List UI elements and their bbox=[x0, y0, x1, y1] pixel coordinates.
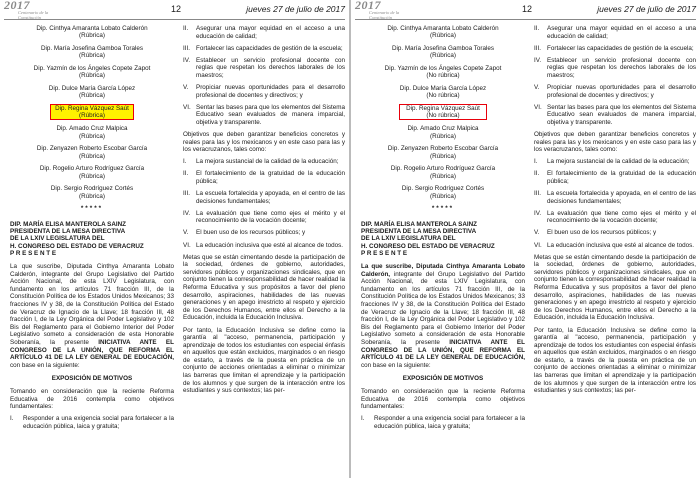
centenario-logo bbox=[355, 1, 425, 19]
logo-year: 2017 bbox=[4, 0, 30, 12]
logo-year: 2017 bbox=[355, 0, 381, 12]
signature-block: Dip. Cinthya Amaranta Lobato Calderón (Rúbrica) bbox=[387, 25, 499, 40]
signature-block: Dip. María Josefina Gamboa Torales (Rúbrica) bbox=[391, 45, 495, 60]
signature-block: Dip. Rogelio Arturo Rodríguez García (Rúbrica) bbox=[390, 165, 496, 180]
logo-text: Centenario de la Constitución bbox=[18, 10, 49, 20]
left-page bbox=[0, 0, 349, 478]
right-column bbox=[534, 25, 696, 399]
highlight-yellow: Dip. Regina Vázquez Saút (Rúbrica) bbox=[51, 105, 133, 119]
objective-item: II. Asegurar una mayor equidad en el acceso a una educación de calidad; bbox=[183, 25, 345, 40]
addressee-block: DIP. MARÍA ELISA MANTEROLA SAINZ PRESIDENTA DE LA MESA DIRECTIVA DE LA LXIV LEGISLATURA DEL H. CONGRESO DEL ESTADO DE VERACRUZ P R E S E N T E bbox=[361, 220, 495, 257]
page-header bbox=[351, 0, 700, 20]
inclusive-paragraph: Por tanto, la Educación Inclusiva se define como la garantía al "acceso, permanencia, participación y aprendizaje de todos los estudiantes con especial énfasis en aquellos que están excluidos, marginados o en riesgo de estarlo, a través de la puesta en práctica de un conjunto de acciones orientadas a eliminar o minimizar las barreras que limitan el aprendizaje y la participación de los alumnos y que surgen de la interacción entre los estudiantes y sus contextos; las per- bbox=[534, 326, 696, 395]
objective-item: VI. Sentar las bases para que los elementos del Sistema Educativo sean evaluados de manera imparcial, objetiva y transparente. bbox=[534, 103, 696, 126]
objective-item: IV. Establecer un servicio profesional docente con reglas que respetan los derechos laborales de los maestros; bbox=[183, 56, 345, 79]
signature-block: Dip. Sergio Rodríguez Cortés (Rúbrica) bbox=[50, 185, 134, 200]
objective-item: III. Fortalecer las capacidades de gestión de la escuela; bbox=[534, 44, 694, 52]
left-column bbox=[10, 25, 174, 435]
logo-text: Centenario de la Constitución bbox=[369, 10, 400, 20]
signature-block: Dip. Rogelio Arturo Rodríguez García (Rúbrica) bbox=[39, 165, 145, 180]
goal-item: II. El fortalecimiento de la gratuidad de la educación pública; bbox=[534, 170, 696, 185]
page-date: jueves 27 de julio de 2017 bbox=[597, 4, 696, 14]
expo-intro: Tomando en consideración que la reciente Reforma Educativa de 2016 contempla como objetivos fundamentales: bbox=[10, 387, 174, 411]
objective-item: VI. Sentar las bases para que los elementos del Sistema Educativo sean evaluados de manera imparcial, objetiva y transparente. bbox=[183, 103, 345, 126]
signature-block-boxed bbox=[361, 105, 525, 120]
goals-intro: Objetivos que deben garantizar beneficios concretos y reales para las y los mexicanos y en este caso para las y los veracruzanos, tales como: bbox=[183, 131, 345, 154]
goals-intro: Objetivos que deben garantizar beneficios concretos y reales para las y los mexicanos y en este caso para las y los veracruzanos, tales como: bbox=[534, 131, 696, 154]
left-column bbox=[361, 25, 525, 435]
goal-item: VI. La educación inclusiva que esté al alcance de todos. bbox=[534, 241, 695, 249]
signature-block: Dip. Cinthya Amaranta Lobato Calderón (Rúbrica) bbox=[36, 25, 148, 40]
expo-intro: Tomando en consideración que la reciente Reforma Educativa de 2016 contempla como objetivos fundamentales: bbox=[361, 387, 525, 411]
header-rule bbox=[355, 19, 696, 20]
goals-paragraph: Metas que se están cimentando desde la participación de la sociedad, órdenes de gobierno, autoridades, servidores públicos y organizaciones sindicales, que en conjunto tienen la corresponsabilidad de hacer realidad la Reforma Educativa y sus propósitos a favor del pleno desarrollo, aspiraciones, habilidades de las nuevas generaciones y en apego irrestricto al respeto y ejercicio de los Derechos Humanos, entre ellos el Derecho a la Educación, incluida la Educación Inclusiva. bbox=[534, 253, 696, 322]
signature-block: Dip. Dulce María García López (Rúbrica) bbox=[48, 85, 136, 100]
goal-item: II. El fortalecimiento de la gratuidad de la educación pública; bbox=[183, 170, 345, 185]
objective-item: IV. Establecer un servicio profesional docente con reglas que respetan los derechos laborales de los maestros; bbox=[534, 56, 696, 79]
right-column bbox=[183, 25, 345, 399]
intro-paragraph: La que suscribe, Diputada Cinthya Amaranta Lobato Calderón, integrante del Grupo Legislativo del Partido Acción Nacional, de esta LXIV Legislatura, con fundamento en los artículos 71 fracción III, de la Constitución Política de los Estados Unidos Mexicanos; 33 fracciones IV y 38, de la Constitución Política del Estado de Veracruz de Ignacio de la Llave; 18 fracción III, 48 fracción I, de la Ley Orgánica del Poder Legislativo y 102 Bis del Reglamento para el Gobierno Interior del Poder Legislativo someto a consideración de esta Honorable Soberanía, la presente INICIATIVA ANTE EL CONGRESO DE LA UNIÓN, QUE REFORMA EL ARTÍCULO 41 DE LA LEY GENERAL DE EDUCACIÓN, con base en la siguiente: bbox=[361, 263, 525, 369]
goal-item: VI. La educación inclusiva que esté al alcance de todos. bbox=[183, 241, 344, 249]
objective-item: II. Asegurar una mayor equidad en el acceso a una educación de calidad; bbox=[534, 25, 696, 40]
goal-item: I. La mejora sustancial de la calidad de la educación; bbox=[183, 158, 339, 166]
objective-item: V. Propiciar nuevas oportunidades para el desarrollo profesional de docentes y directivos; y bbox=[183, 84, 345, 99]
signature-block: Dip. Sergio Rodríguez Cortés (Rúbrica) bbox=[401, 185, 485, 200]
signature-block: Dip. María Josefina Gamboa Torales (Rúbrica) bbox=[40, 45, 144, 60]
signature-block: Dip. Amado Cruz Malpica (Rúbrica) bbox=[56, 125, 128, 140]
separator-stars: ***** bbox=[80, 205, 104, 213]
goal-item: III. La escuela fortalecida y apoyada, en el centro de las decisiones fundamentales; bbox=[534, 190, 696, 205]
intro-paragraph: La que suscribe, Diputada Cinthya Amaranta Lobato Calderón, integrante del Grupo Legislativo del Partido Acción Nacional, de esta LXIV Legislatura, con fundamento en los artículos 71 fracción III, de la Constitución Política de los Estados Unidos Mexicanos; 33 fracciones IV y 38, de la Constitución Política del Estado de Veracruz de Ignacio de la Llave; 18 fracción III, 48 fracción I, de la Ley Orgánica del Poder Legislativo y 102 Bis del Reglamento para el Gobierno Interior del Poder Legislativo someto a consideración de esta Honorable Soberanía, la presente INICIATIVA ANTE EL CONGRESO DE LA UNIÓN, QUE REFORMA EL ARTÍCULO 41 DE LA LEY GENERAL DE EDUCACIÓN, con base en la siguiente: bbox=[10, 263, 174, 369]
goal-item: III. La escuela fortalecida y apoyada, en el centro de las decisiones fundamentales; bbox=[183, 190, 345, 205]
goal-item: IV. La evaluación que tiene como ejes el mérito y el reconocimiento de la vocación docente; bbox=[183, 209, 345, 225]
page-number: 12 bbox=[171, 4, 182, 14]
section-title: EXPOSICIÓN DE MOTIVOS bbox=[402, 375, 484, 383]
page-number: 12 bbox=[522, 4, 533, 14]
signature-block-highlighted bbox=[10, 105, 174, 120]
section-title: EXPOSICIÓN DE MOTIVOS bbox=[51, 375, 133, 383]
signature-block: Dip. Yazmín de los Ángeles Copete Zapot (Rúbrica) bbox=[33, 65, 151, 80]
goal-item: V. El buen uso de los recursos públicos; y bbox=[534, 229, 657, 237]
signature-block: Dip. Yazmín de los Ángeles Copete Zapot (No rúbrica) bbox=[384, 65, 502, 80]
centenario-logo bbox=[4, 1, 74, 19]
addressee-block: DIP. MARÍA ELISA MANTEROLA SAINZ PRESIDENTA DE LA MESA DIRECTIVA DE LA LXIV LEGISLATURA DEL H. CONGRESO DEL ESTADO DE VERACRUZ P R E S E N T E bbox=[10, 220, 144, 257]
objective-item: III. Fortalecer las capacidades de gestión de la escuela; bbox=[183, 44, 343, 52]
objective-item: I. Responder a una exigencia social para fortalecer a la educación pública, laica y gratuita; bbox=[361, 415, 525, 430]
objective-item: V. Propiciar nuevas oportunidades para el desarrollo profesional de docentes y directivos; y bbox=[534, 84, 696, 99]
separator-stars: ***** bbox=[431, 205, 455, 213]
objective-item: I. Responder a una exigencia social para fortalecer a la educación pública, laica y gratuita; bbox=[10, 415, 174, 430]
goal-item: V. El buen uso de los recursos públicos; y bbox=[183, 229, 306, 237]
signature-block: Dip. Zenyazen Roberto Escobar García (Rúbrica) bbox=[387, 145, 499, 160]
inclusive-paragraph: Por tanto, la Educación Inclusiva se define como la garantía al "acceso, permanencia, participación y aprendizaje de todos los estudiantes con especial énfasis en aquellos que están excluidos, marginados o en riesgo de estarlo, a través de la puesta en práctica de un conjunto de acciones orientadas a eliminar o minimizar las barreras que limitan el aprendizaje y la participación de los alumnos y que surgen de la interacción entre los estudiantes y sus contextos; las per- bbox=[183, 326, 345, 395]
page-header bbox=[0, 0, 349, 20]
header-rule bbox=[4, 19, 345, 20]
page-date: jueves 27 de julio de 2017 bbox=[246, 4, 345, 14]
signature-block: Dip. Dulce María García López (No rúbrica) bbox=[399, 85, 487, 100]
highlight-box: Dip. Regina Vázquez Saút (No rúbrica) bbox=[400, 105, 486, 119]
signature-block: Dip. Amado Cruz Malpica (Rúbrica) bbox=[407, 125, 479, 140]
goal-item: I. La mejora sustancial de la calidad de la educación; bbox=[534, 158, 690, 166]
goal-item: IV. La evaluación que tiene como ejes el mérito y el reconocimiento de la vocación docente; bbox=[534, 209, 696, 225]
goals-paragraph: Metas que se están cimentando desde la participación de la sociedad, órdenes de gobierno, autoridades, servidores públicos y organizaciones sindicales, que en conjunto tienen la corresponsabilidad de hacer realidad la Reforma Educativa y sus propósitos a favor del pleno desarrollo, aspiraciones, habilidades de las nuevas generaciones y en apego irrestricto al respeto y ejercicio de los Derechos Humanos, entre ellos el Derecho a la Educación, incluida la Educación Inclusiva. bbox=[183, 253, 345, 322]
right-page bbox=[351, 0, 700, 478]
signature-block: Dip. Zenyazen Roberto Escobar García (Rúbrica) bbox=[36, 145, 148, 160]
